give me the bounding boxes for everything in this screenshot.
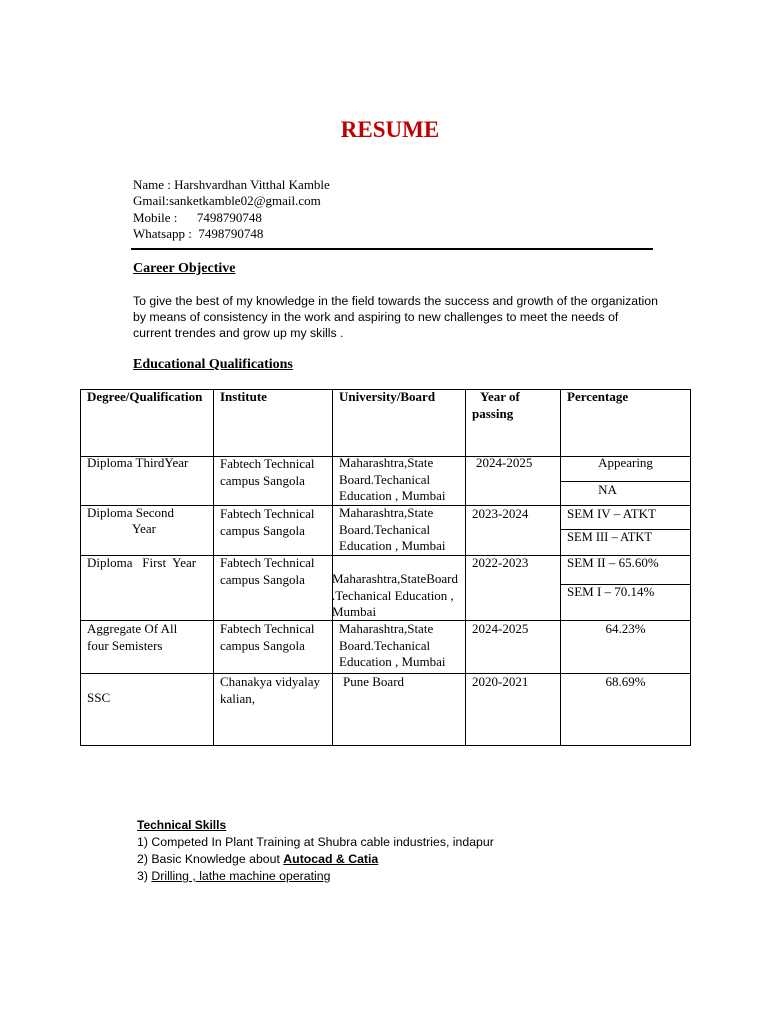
skill-item-2-prefix: 2) Basic Knowledge about (137, 852, 284, 866)
row2-degree: Diploma Second (87, 505, 175, 520)
contact-block (133, 177, 330, 242)
skill-item-3 (137, 868, 494, 885)
contact-mobile: Mobile : 7498790748 (133, 209, 262, 225)
contact-name: Name : Harshvardhan Vitthal Kamble (133, 177, 330, 192)
row5-board: Pune Board (343, 674, 405, 689)
row3-year: 2022-2023 (472, 555, 529, 570)
row2-pct-2: SEM III – ATKT (567, 530, 653, 544)
row3-pct-2: SEM I – 70.14% (567, 584, 655, 599)
header-percentage: Percentage (567, 389, 629, 404)
row1-year: 2024-2025 (476, 455, 533, 470)
header-year: Year of passing (472, 389, 520, 421)
table-col-divider (465, 389, 466, 746)
row5-pct: 68.69% (605, 674, 646, 689)
row2-degree-cont: Year (132, 521, 156, 536)
skill-item-3-text: Drilling , lathe machine operating (151, 869, 331, 883)
row3-degree: Diploma First Year (87, 555, 197, 570)
row3-pct-1: SEM II – 65.60% (567, 555, 659, 570)
table-border (690, 389, 691, 746)
education-heading: Educational Qualifications (133, 357, 293, 372)
row4-degree: Aggregate Of All four Semisters (87, 621, 178, 653)
row3-institute: Fabtech Technical campus Sangola (220, 555, 315, 587)
career-objective-heading: Career Objective (133, 261, 236, 276)
header-institute: Institute (220, 389, 267, 404)
contact-gmail: Gmail:sanketkamble02@gmail.com (133, 193, 321, 209)
row2-board: Maharashtra,State Board.Techanical Education , Mumbai (339, 505, 446, 553)
row1-institute: Fabtech Technical campus Sangola (220, 456, 315, 488)
row1-board: Maharashtra,State Board.Techanical Education , Mumbai (339, 455, 446, 503)
skill-item-1: 1) Competed In Plant Training at Shubra cable industries, indapur (137, 835, 494, 849)
education-table (80, 389, 691, 746)
row5-degree: SSC (87, 690, 111, 705)
technical-skills (137, 817, 494, 885)
career-objective-text: To give the best of my knowledge in the field towards the success and growth of the organization by means of consistency in the work and aspiring to new challenges to meet the needs of current trendes and grow up my skills . (133, 294, 658, 340)
header-degree: Degree/Qualification (87, 389, 203, 404)
row4-institute: Fabtech Technical campus Sangola (220, 621, 315, 653)
table-border (80, 389, 81, 746)
row1-pct-1: Appearing (598, 455, 653, 470)
table-col-divider (213, 389, 214, 746)
table-border (80, 745, 691, 746)
row3-board: Maharashtra,StateBoard .Techanical Education , Mumbai (332, 571, 458, 619)
technical-skills-heading: Technical Skills (137, 818, 227, 832)
table-col-divider (560, 389, 561, 746)
row2-institute: Fabtech Technical campus Sangola (220, 506, 315, 538)
row1-pct-2: NA (598, 482, 617, 497)
skill-item-2-emphasis: Autocad & Catia (283, 852, 379, 866)
row2-year: 2023-2024 (472, 506, 529, 521)
row5-year: 2020-2021 (472, 674, 529, 689)
skill-item-3-prefix: 3) (137, 869, 152, 883)
header-university: University/Board (339, 389, 436, 404)
row2-pct-1: SEM IV – ATKT (567, 506, 656, 521)
resume-title: RESUME (340, 117, 440, 142)
row4-pct: 64.23% (605, 621, 646, 636)
row5-institute: Chanakya vidyalay kalian, (220, 674, 320, 706)
horizontal-divider (131, 248, 653, 250)
row4-board: Maharashtra,State Board.Techanical Education , Mumbai (339, 621, 446, 669)
row4-year: 2024-2025 (472, 621, 529, 636)
contact-whatsapp: Whatsapp : 7498790748 (133, 225, 264, 241)
skill-item-2 (137, 851, 494, 868)
table-col-divider (332, 389, 333, 746)
row1-degree: Diploma ThirdYear (87, 455, 189, 470)
